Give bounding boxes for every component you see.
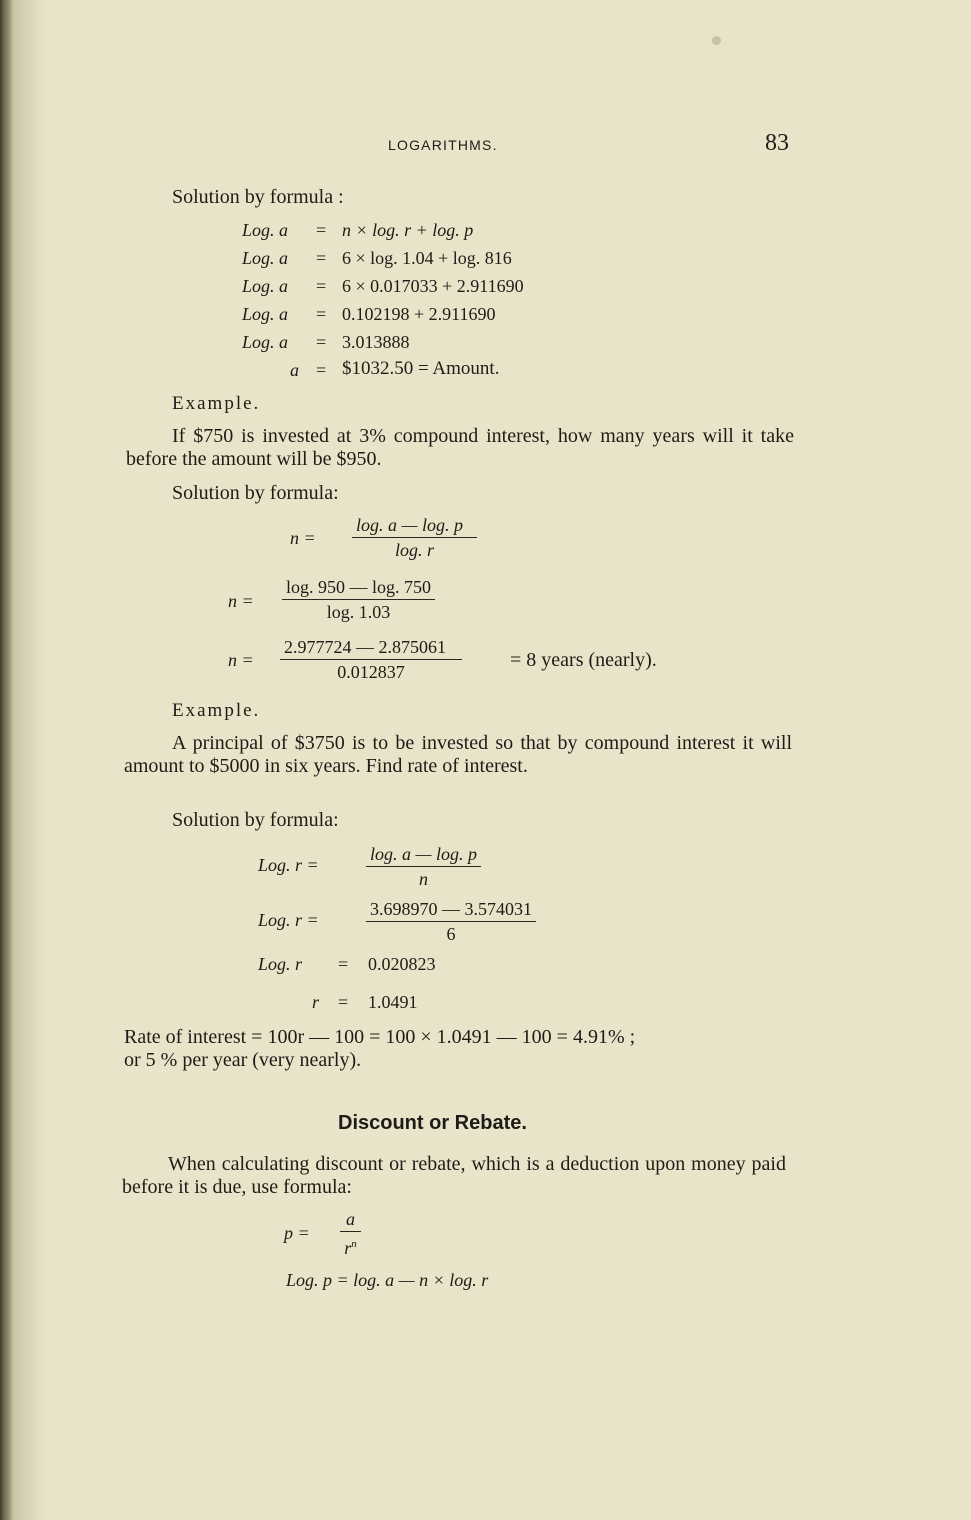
denominator-base: r xyxy=(344,1238,352,1258)
equation-lhs: Log. a xyxy=(242,248,289,268)
equation-lhs: a xyxy=(290,360,299,380)
solution-label: Solution by formula: xyxy=(172,809,339,831)
equation-rhs: 0.102198 + 2.911690 xyxy=(342,304,496,324)
equation-lhs: Log. a xyxy=(242,304,289,324)
equation-rhs: n × log. r + log. p xyxy=(342,220,474,240)
formula-lhs: n = xyxy=(228,591,254,611)
formula-lhs: p = xyxy=(284,1223,310,1243)
fraction-numerator: 3.698970 — 3.574031 xyxy=(366,898,536,922)
rate-line: or 5 % per year (very nearly). xyxy=(124,1049,362,1071)
section-heading: Discount or Rebate. xyxy=(338,1112,527,1134)
fraction xyxy=(366,898,536,945)
equals-sign: = xyxy=(316,248,327,268)
fraction-numerator: 2.977724 — 2.875061 xyxy=(280,636,462,660)
fraction xyxy=(366,843,481,890)
formula-lhs: Log. r = xyxy=(258,855,319,875)
equals-sign: = xyxy=(316,276,327,296)
log-formula: Log. p = log. a — n × log. r xyxy=(286,1270,489,1290)
fraction xyxy=(352,514,477,561)
rate-line: Rate of interest = 100r — 100 = 100 × 1.0491 — 100 = 4.91% ; xyxy=(124,1026,636,1048)
formula-result: = 8 years (nearly). xyxy=(510,649,657,671)
equals-sign: = xyxy=(316,304,327,324)
solution-label: Solution by formula: xyxy=(172,482,339,504)
fraction-denominator: log. 1.03 xyxy=(326,602,391,622)
equation-rhs: $1032.50 = Amount. xyxy=(342,358,500,379)
equals-sign: = xyxy=(316,220,327,240)
fraction-denominator: log. r xyxy=(395,540,435,560)
equation-lhs: Log. a xyxy=(242,332,289,352)
fraction xyxy=(280,636,462,683)
equals-sign: = xyxy=(338,992,349,1012)
equation-line xyxy=(242,276,288,297)
gutter-shadow xyxy=(14,0,44,1520)
formula-lhs: n = xyxy=(228,650,254,670)
equals-sign: = xyxy=(316,360,327,380)
solution-label: Solution by formula : xyxy=(172,186,344,208)
denominator-exponent: n xyxy=(351,1238,357,1250)
equation-line xyxy=(242,248,288,269)
fraction-numerator: log. a — log. p xyxy=(352,514,477,538)
equation-lhs: Log. r xyxy=(258,954,303,974)
equation-lhs: Log. a xyxy=(242,276,289,296)
equation-line xyxy=(242,304,288,325)
equation-line xyxy=(242,220,288,241)
equation-rhs: 0.020823 xyxy=(368,954,436,974)
discount-paragraph: When calculating discount or rebate, which is a deduction upon money paid before it is due, use formula: xyxy=(122,1153,786,1198)
page-number: 83 xyxy=(765,130,789,156)
formula-lhs: n = xyxy=(290,528,316,548)
fraction-numerator: log. a — log. p xyxy=(366,843,481,867)
equation-rhs: 3.013888 xyxy=(342,332,410,352)
equals-sign: = xyxy=(316,332,327,352)
fraction-denominator xyxy=(344,1232,357,1259)
equation-lhs: r xyxy=(312,992,320,1012)
example-paragraph: If $750 is invested at 3% compound interest, how many years will it take before the amount will be $950. xyxy=(126,425,794,470)
example-paragraph: A principal of $3750 is to be invested so that by compound interest it will amount to $5000 in six years. Find rate of interest. xyxy=(124,732,792,777)
equals-sign: = xyxy=(338,954,349,974)
fraction xyxy=(282,576,435,623)
equation-rhs: 6 × 0.017033 + 2.911690 xyxy=(342,276,524,296)
fraction-denominator: 6 xyxy=(446,924,456,944)
equation-rhs: 6 × log. 1.04 + log. 816 xyxy=(342,248,512,268)
example-label: Example. xyxy=(172,393,261,414)
equation-line xyxy=(290,360,299,381)
fraction-numerator: a xyxy=(340,1208,361,1232)
fraction xyxy=(340,1208,361,1259)
formula-lhs: Log. r = xyxy=(258,910,319,930)
equation-line xyxy=(242,332,288,353)
book-spine xyxy=(0,0,14,1520)
equation-rhs: 1.0491 xyxy=(368,992,418,1012)
paper-stain xyxy=(712,36,721,45)
equation-lhs: Log. a xyxy=(242,220,289,240)
fraction-numerator: log. 950 — log. 750 xyxy=(282,576,435,600)
fraction-denominator: n xyxy=(419,869,428,889)
running-head: LOGARITHMS. xyxy=(388,137,498,153)
example-label: Example. xyxy=(172,700,261,721)
fraction-denominator: 0.012837 xyxy=(337,662,405,682)
